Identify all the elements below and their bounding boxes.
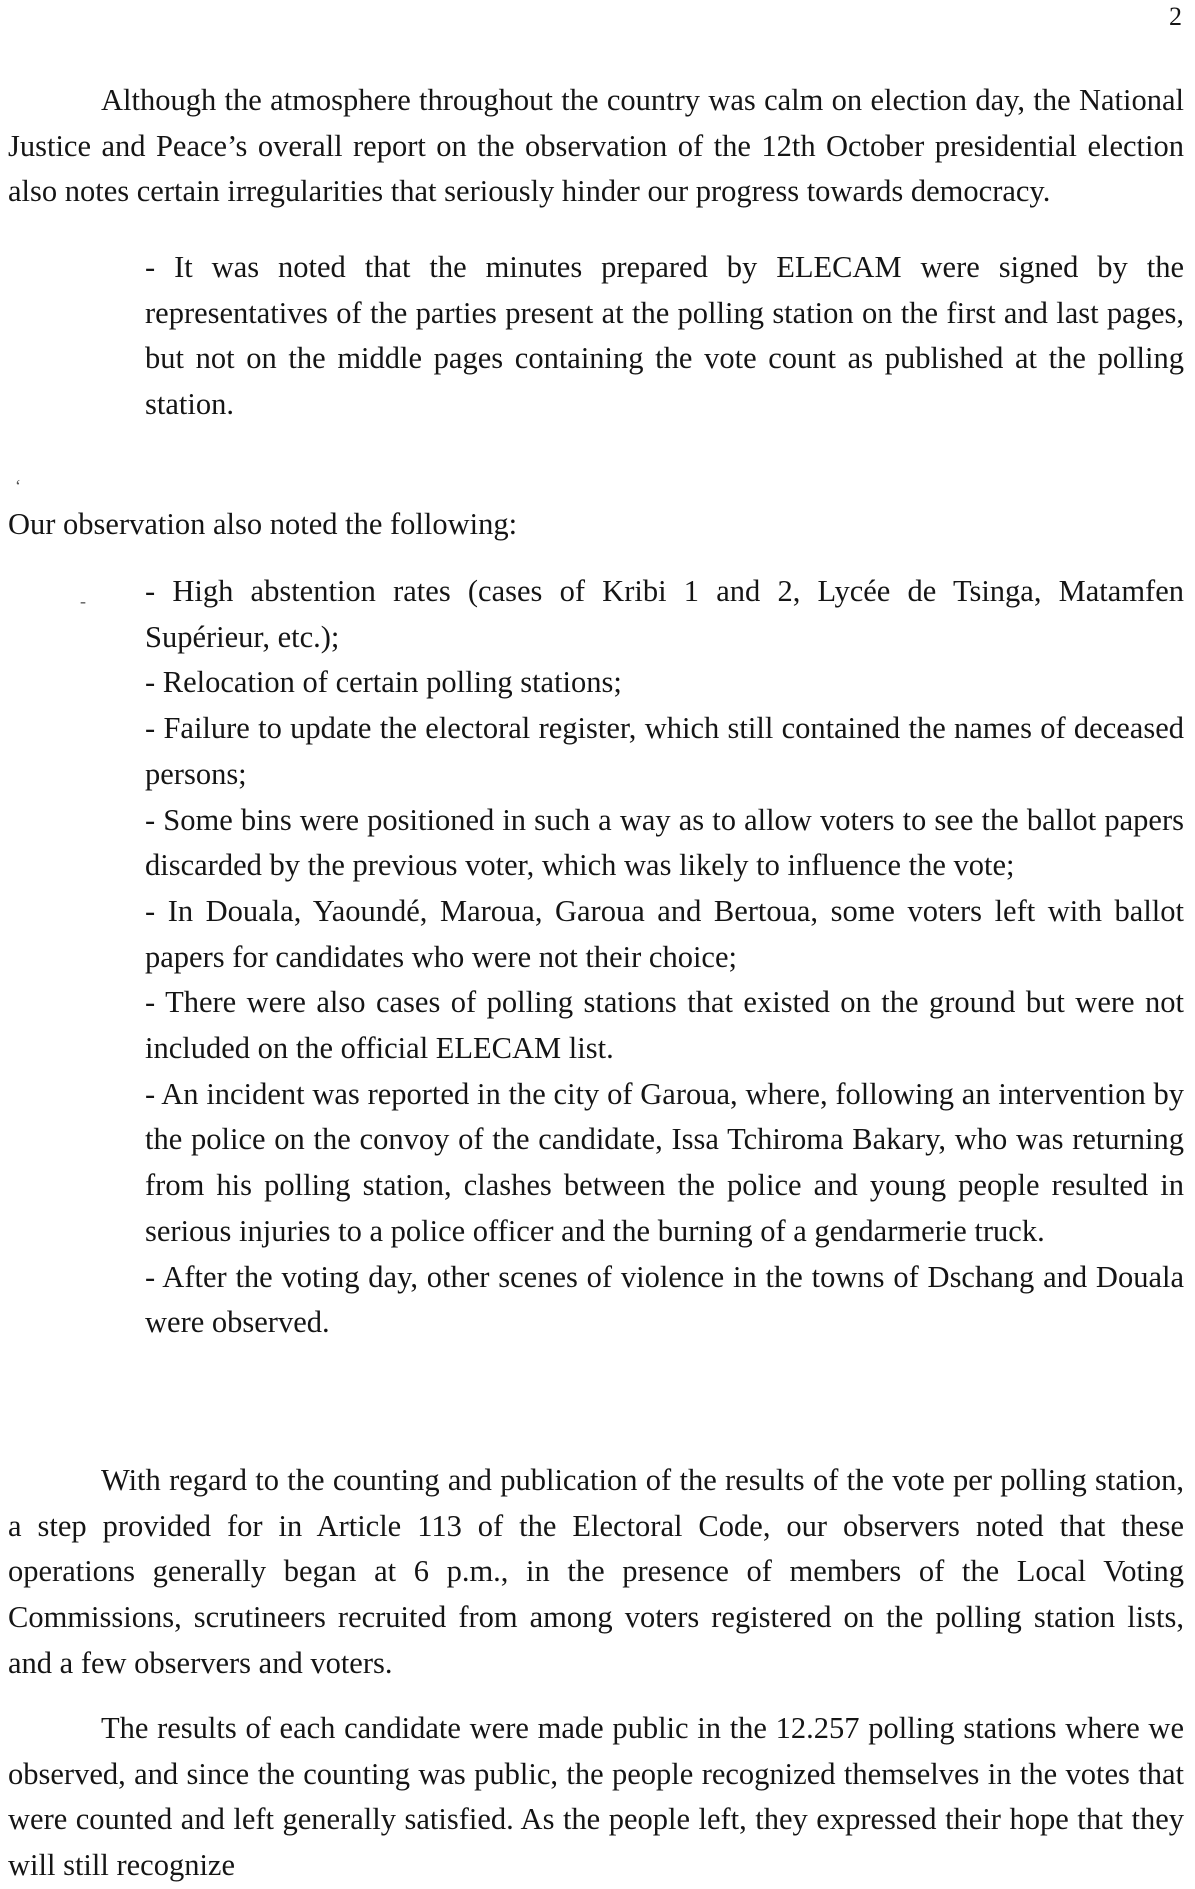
counting-paragraph: With regard to the counting and publication of the results of the vote per polling station, a step provided for in Article 113 of the Electoral Code, our observers noted that these operations generally began at 6 p.m., in the presence of members of the Local Voting Commissions, scrutineers recruited from among voters registered on the polling station lists, and a few observers and voters.: [8, 1463, 1184, 1680]
results-paragraph: The results of each candidate were made public in the 12.257 polling stations where we observed, and since the counting was public, the people recognized themselves in the votes that were counted and left generally satisfied. As the people left, they expressed their hope that they will still recognize: [8, 1711, 1184, 1883]
observation-item: - After the voting day, other scenes of violence in the towns of Dschang and Douala were observed.: [145, 1259, 1184, 1340]
observation-item: - There were also cases of polling stations that existed on the ground but were not included on the official ELECAM list.: [145, 985, 1184, 1066]
minutes-list-item: - It was noted that the minutes prepared by ELECAM were signed by the representatives of the parties present at the polling station on the first and last pages, but not on the middle pages containing the vote count as published at the polling station.: [145, 250, 1184, 422]
observation-item: - Relocation of certain polling stations;: [145, 665, 622, 700]
page-number: 2: [1169, 2, 1182, 31]
observation-item: - In Douala, Yaoundé, Maroua, Garoua and Bertoua, some voters left with ballot papers for candidates who were not their choice;: [145, 893, 1184, 974]
minutes-list: [145, 245, 1184, 428]
observations-list: [145, 569, 1184, 1346]
scan-speck: ‘: [15, 476, 21, 496]
observation-item: - High abstention rates (cases of Kribi 1 and 2, Lycée de Tsinga, Matamfen Supérieur, etc.);: [145, 574, 1184, 654]
intro-paragraph: Although the atmosphere throughout the country was calm on election day, the National Justice and Peace’s overall report on the observation of the 12th October presidential election also notes certain irregularities that seriously hinder our progress towards democracy.: [8, 83, 1184, 209]
observation-item: - Some bins were positioned in such a way as to allow voters to see the ballot papers discarded by the previous voter, which was likely to influence the vote;: [145, 802, 1184, 883]
scan-dash-mark: -: [80, 591, 86, 611]
observation-item: - An incident was reported in the city of Garoua, where, following an intervention by the police on the convoy of the candidate, Issa Tchiroma Bakary, who was returning from his polling station, clashes between the police and young people resulted in serious injuries to a police officer and the burning of a gendarmerie truck.: [145, 1076, 1184, 1248]
observation-intro: Our observation also noted the following:: [8, 507, 518, 541]
observation-item: - Failure to update the electoral register, which still contained the names of deceased persons;: [145, 711, 1184, 791]
